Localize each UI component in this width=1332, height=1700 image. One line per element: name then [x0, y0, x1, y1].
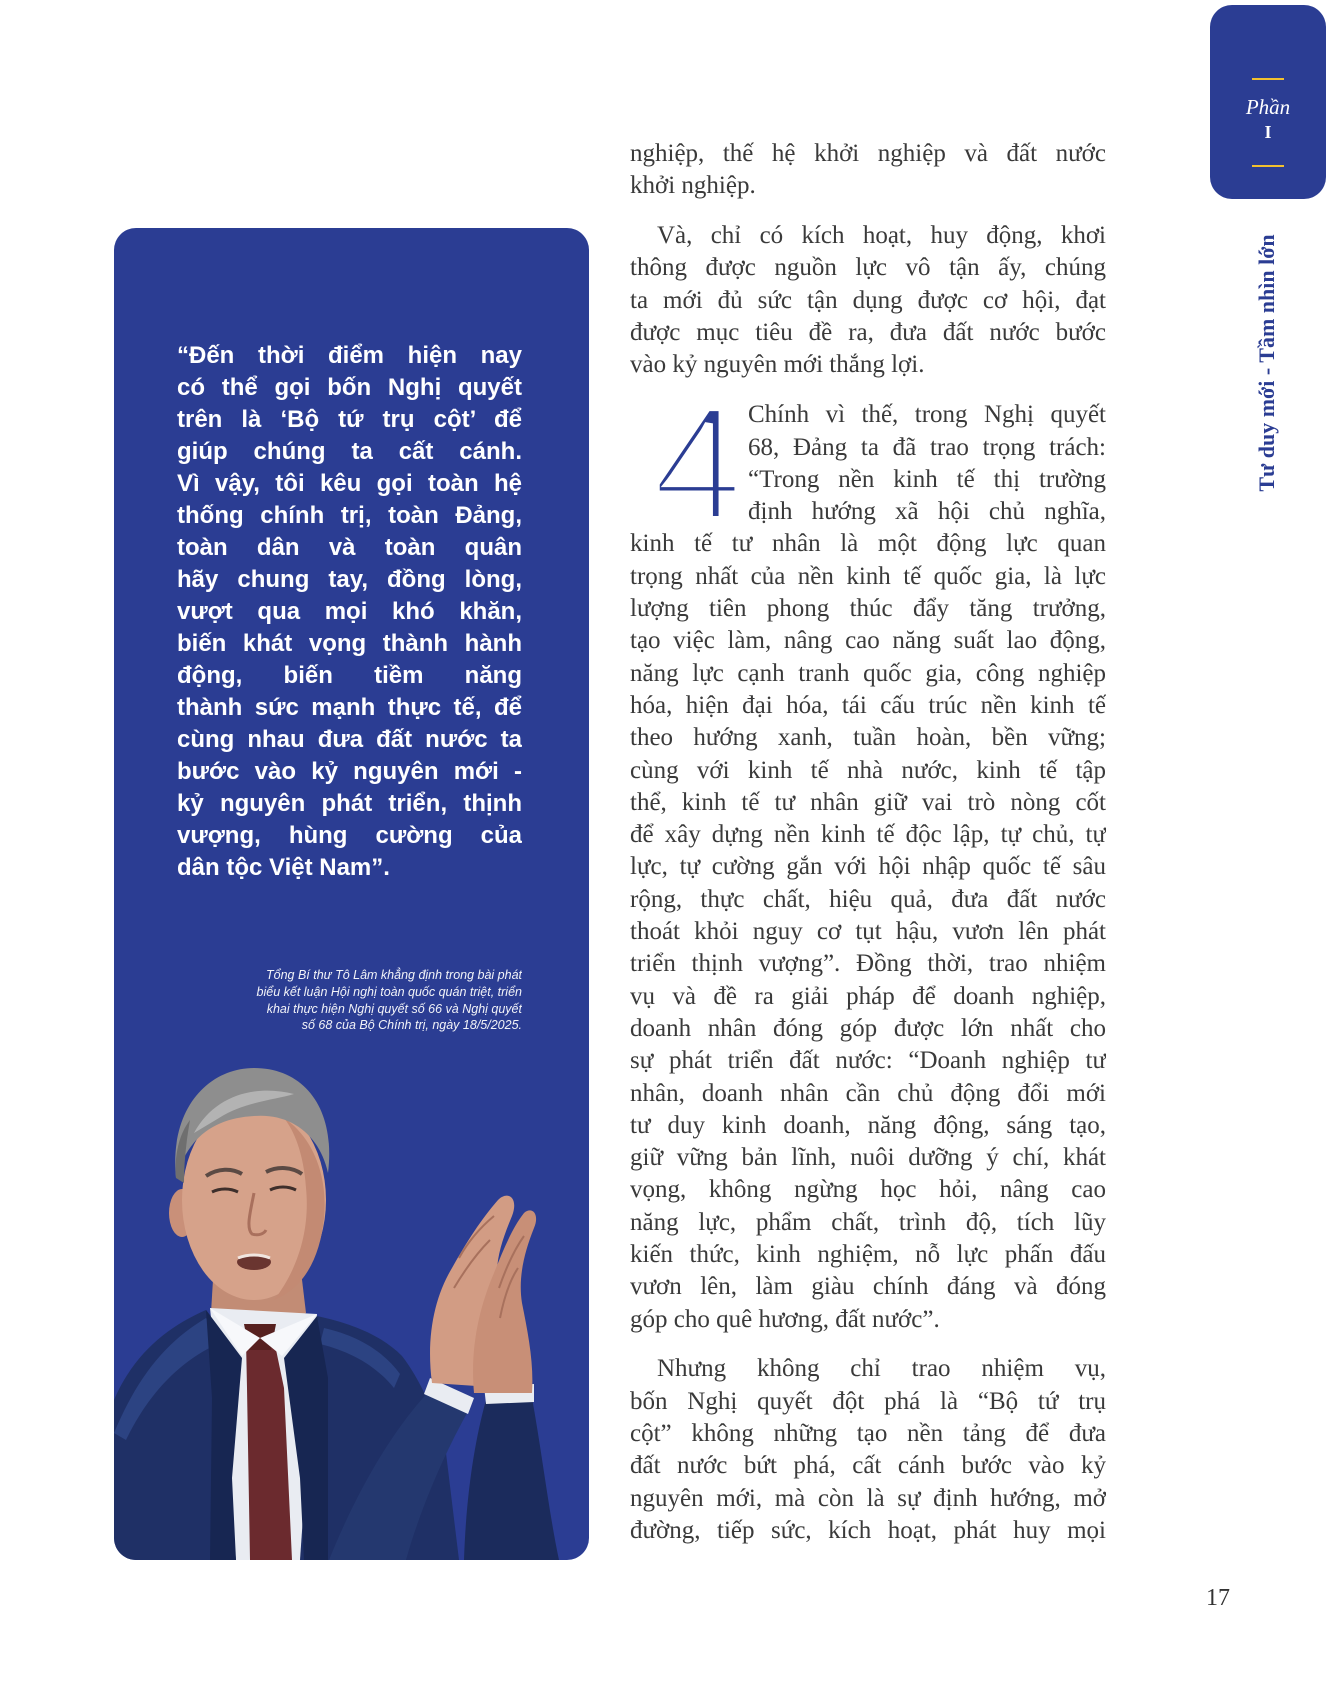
- body-line: vươn lên, làm giàu chính đáng và đóng: [630, 1273, 1106, 1301]
- body-line: lượng tiên phong thúc đẩy tăng trưởng,: [630, 595, 1106, 623]
- body-line: để xây dựng nền kinh tế độc lập, tự chủ, tự: [630, 821, 1106, 849]
- body-line: thông được nguồn lực vô tận ấy, chúng: [630, 254, 1106, 282]
- body-line: đất nước bứt phá, cất cánh bước vào kỷ: [630, 1452, 1106, 1480]
- body-line: sự phát triển đất nước: “Doanh nghiệp tư: [630, 1047, 1106, 1075]
- body-line: Và, chỉ có kích hoạt, huy động, khơi: [657, 222, 1106, 250]
- caption-line: biểu kết luận Hội nghị toàn quốc quán triệt, triển: [256, 984, 522, 999]
- body-line: vọng, không ngừng học hỏi, nâng cao: [630, 1176, 1106, 1204]
- body-line: nguyên mới, mà còn là sự định hướng, mở: [630, 1484, 1106, 1512]
- body-line: nhân, doanh nhân cần chủ động đổi mới: [630, 1079, 1106, 1107]
- body-line: đường, tiếp sức, kích hoạt, phát huy mọi: [630, 1516, 1106, 1544]
- body-line: góp cho quê hương, đất nước”.: [630, 1305, 940, 1333]
- quote-panel: [114, 228, 589, 1560]
- body-line: vào kỷ nguyên mới thắng lợi.: [630, 351, 925, 379]
- body-line: “Trong nền kinh tế thị trường: [748, 465, 1106, 493]
- running-title: Tư duy mới - Tầm nhìn lớn: [1254, 234, 1279, 492]
- portrait-hands: [430, 1196, 536, 1393]
- body-line: được mục tiêu đề ra, đưa đất nước bước: [630, 319, 1106, 347]
- body-line: Nhưng không chỉ trao nhiệm vụ,: [657, 1355, 1106, 1383]
- quote-line: Vì vậy, tôi kêu gọi toàn hệ: [177, 470, 522, 497]
- quote-line: vượt qua mọi khó khăn,: [177, 598, 522, 625]
- body-line: kiến thức, kinh nghiệm, nỗ lực phấn đấu: [630, 1240, 1106, 1268]
- body-paragraph: [630, 1353, 1106, 1547]
- quote-line: “Đến thời điểm hiện nay: [177, 342, 522, 369]
- portrait-head: [169, 1068, 329, 1300]
- body-line: doanh nhân đóng góp được lớn nhất cho: [630, 1014, 1106, 1042]
- body-line: cột” không những tạo nền tảng để đưa: [630, 1420, 1106, 1448]
- quote-line: hãy chung tay, đồng lòng,: [177, 566, 522, 593]
- section-tab-number: I: [1264, 122, 1272, 142]
- section-tab-label: Phần: [1245, 95, 1291, 119]
- body-paragraph: [630, 220, 1106, 381]
- body-line: rộng, thực chất, hiệu quả, đưa đất nước: [630, 885, 1106, 913]
- quote-line: biến khát vọng thành hành: [177, 630, 522, 657]
- body-line: định hướng xã hội chủ nghĩa,: [748, 498, 1106, 526]
- quote-line: vượng, hùng cường của: [177, 822, 522, 849]
- body-paragraph: [630, 138, 1106, 203]
- body-line: năng lực cạnh tranh quốc gia, công nghiệp: [630, 659, 1106, 687]
- quote-line: thành sức mạnh thực tế, để: [177, 694, 522, 721]
- drop-cap: 4: [652, 372, 744, 556]
- body-line: tạo việc làm, nâng cao năng suất lao động,: [630, 627, 1106, 655]
- body-line: vụ và đề ra giải pháp để doanh nghiệp,: [630, 982, 1106, 1010]
- quote-line: thống chính trị, toàn Đảng,: [177, 502, 522, 529]
- body-line: giữ vững bản lĩnh, nuôi dưỡng ý chí, khát: [630, 1144, 1106, 1172]
- body-line: khởi nghiệp.: [630, 172, 756, 200]
- body-line: bốn Nghị quyết đột phá là “Bộ tứ trụ: [630, 1387, 1106, 1415]
- body-line: trọng nhất của nền kinh tế quốc gia, là lực: [630, 562, 1106, 590]
- body-line: thể, kinh tế tư nhân giữ vai trò nòng cốt: [630, 788, 1106, 816]
- body-paragraph-drop-cap: [630, 372, 1106, 1336]
- caption-line: khai thực hiện Nghị quyết số 66 và Nghị quyết: [266, 1001, 522, 1016]
- body-line: 68, Đảng ta đã trao trọng trách:: [748, 433, 1106, 461]
- quote-line: toàn dân và toàn quân: [177, 534, 522, 561]
- body-text: [630, 138, 1106, 1565]
- photo-caption: [177, 967, 522, 1034]
- section-tab: [1210, 5, 1326, 199]
- quote-line: trên là ‘Bộ tứ trụ cột’ để: [177, 406, 522, 433]
- body-line: năng lực, phẩm chất, trình độ, tích lũy: [630, 1208, 1106, 1236]
- body-line: triển thịnh vượng”. Đồng thời, trao nhiệm: [630, 950, 1106, 978]
- quote-line: có thể gọi bốn Nghị quyết: [177, 374, 522, 401]
- body-line: hóa, hiện đại hóa, tái cấu trúc nền kinh tế: [630, 691, 1106, 719]
- quote-line: giúp chúng ta cất cánh.: [177, 438, 522, 465]
- quote-line: cùng nhau đưa đất nước ta: [177, 726, 522, 753]
- quote-line: bước vào kỷ nguyên mới -: [177, 758, 522, 785]
- pull-quote: [177, 340, 522, 884]
- quote-line: dân tộc Việt Nam”.: [177, 854, 390, 881]
- body-line: theo hướng xanh, tuần hoàn, bền vững;: [630, 724, 1106, 752]
- caption-line: số 68 của Bộ Chính trị, ngày 18/5/2025.: [301, 1018, 522, 1033]
- quote-line: kỷ nguyên phát triển, thịnh: [177, 790, 522, 817]
- body-line: Chính vì thế, trong Nghị quyết: [748, 401, 1106, 429]
- body-line: thoát khỏi nguy cơ tụt hậu, vươn lên phát: [630, 918, 1106, 946]
- page-number: 17: [1206, 1585, 1230, 1611]
- quote-line: động, biến tiềm năng: [177, 662, 522, 689]
- tab-divider-top: [1252, 78, 1284, 80]
- body-line: cùng với kinh tế nhà nước, kinh tế tập: [630, 756, 1106, 784]
- body-line: tư duy kinh doanh, năng động, sáng tạo,: [630, 1111, 1106, 1139]
- body-line: nghiệp, thế hệ khởi nghiệp và đất nước: [630, 140, 1106, 167]
- tab-divider-bottom: [1252, 165, 1284, 167]
- body-line: lực, tự cường gắn với hội nhập quốc tế sâu: [630, 853, 1106, 881]
- caption-line: Tổng Bí thư Tô Lâm khẳng định trong bài phát: [266, 968, 522, 982]
- body-line: ta mới đủ sức tận dụng được cơ hội, đạt: [630, 286, 1106, 314]
- body-line: kinh tế tư nhân là một động lực quan: [630, 530, 1106, 558]
